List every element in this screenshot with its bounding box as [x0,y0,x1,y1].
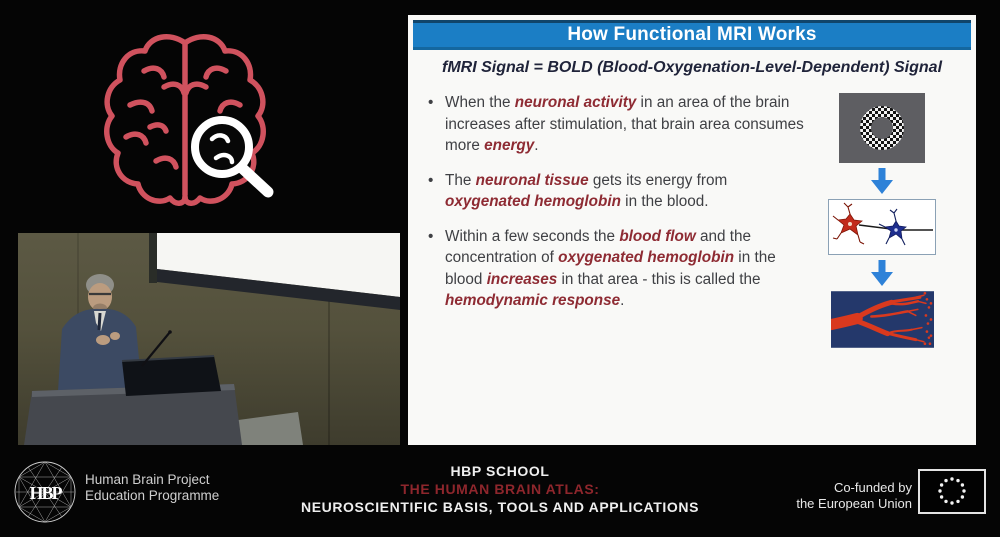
eu-flag-icon [918,469,986,514]
eu-funding-text: Co-funded by the European Union [796,480,912,511]
laptop [122,356,221,396]
bullet-item: • The neuronal tissue gets its energy from oxygenated hemoglobin in the blood. [428,170,810,213]
blood-vessels-image [831,291,934,348]
slide-title-bar [413,20,971,50]
bullet-item: • Within a few seconds the blood flow and the concentration of oxygenated hemoglobin in the blood increases in that area - this is called the hemodynamic response. [428,226,810,312]
down-arrow-icon [871,168,893,194]
brain-magnifier-logo-icon [100,18,320,210]
svg-text:HBP: HBP [29,483,61,503]
figure-column [828,92,936,348]
checkerboard-stimulus-image [839,93,925,163]
event-school: HBP SCHOOL [450,463,550,479]
bullet-list [428,92,810,348]
presenter-scene [18,233,400,445]
org-program: Education Programme [85,488,220,503]
footer-bar [0,452,1000,537]
magnifier-icon [195,120,268,192]
slide-title: How Functional MRI Works [567,24,817,45]
presenter-video [18,233,400,445]
down-arrow-icon [871,260,893,286]
event-subtitle: NEUROSCIENTIFIC BASIS, TOOLS AND APPLICATIONS [300,499,700,515]
org-name: Human Brain Project [85,472,210,487]
event-title: THE HUMAN BRAIN ATLAS: [400,481,600,497]
bullet-item: • When the neuronal activity in an area of the brain increases after stimulation, that brain area consumes more energy. [428,92,810,157]
slide [408,15,976,445]
neurons-image [828,199,936,255]
slide-subtitle: fMRI Signal = BOLD (Blood-Oxygenation-Level-Dependent) Signal [441,59,943,76]
